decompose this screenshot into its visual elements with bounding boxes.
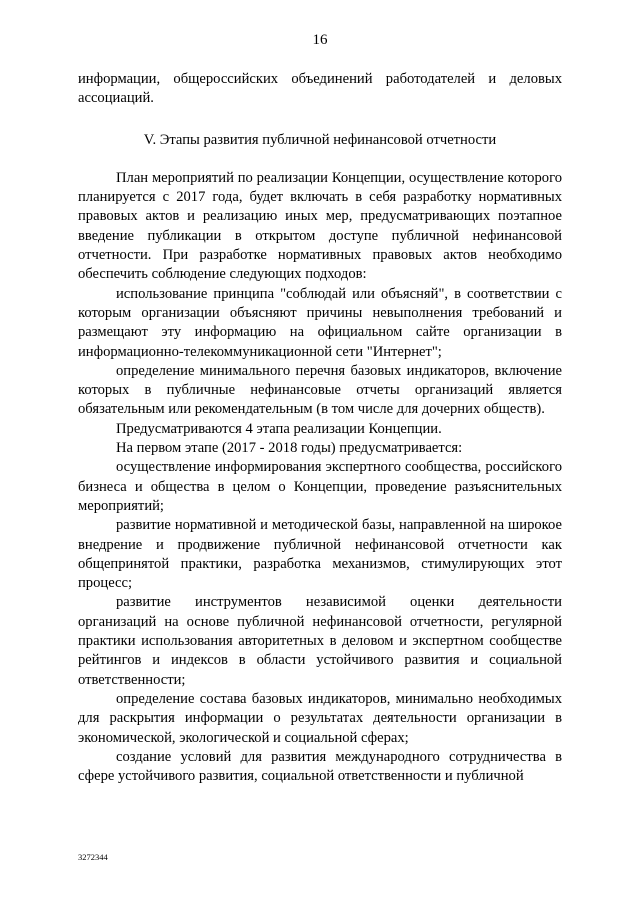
- paragraph: На первом этапе (2017 - 2018 годы) предусматривается:: [116, 440, 463, 457]
- paragraph: использование принципа "соблюдай или объясняй", в соответствии с которым организации объясняют причины невыполнения требований и размещают эту информацию на официальном сайте организации в информационно-телекоммуникационной сети "Интернет";: [78, 285, 562, 360]
- paragraph: осуществление информирования экспертного сообщества, российского бизнеса и общества в целом о Концепции, проведение разъяснительных мероприятий;: [78, 459, 562, 514]
- paragraph: развитие инструментов независимой оценки деятельности организаций на основе публичной нефинансовой отчетности, регулярной практики использования авторитетных в деловом и экспертном сообществе рейтингов и индексов в области устойчивого развития и социальной ответственности;: [78, 594, 562, 688]
- paragraph: План мероприятий по реализации Концепции, осуществление которого планируется с 2017 года, будет включать в себя разработку нормативных правовых актов и реализацию иных мер, предусматривающих поэтапное введение публикации в открытом доступе публичной нефинансовой отчетности. При разработке нормативных правовых актов необходимо обеспечить соблюдение следующих подходов:: [78, 169, 562, 283]
- continuation-paragraph: информации, общероссийских объединений работодателей и деловых ассоциаций.: [78, 71, 562, 107]
- paragraph: создание условий для развития международного сотрудничества в сфере устойчивого развития, социальной ответственности и публичной: [78, 748, 562, 785]
- document-id: 3272344: [78, 852, 108, 862]
- paragraph: развитие нормативной и методической базы, направленной на широкое внедрение и продвижение публичной нефинансовой отчетности как общепринятой практики, разработка механизмов, стимулирующих этот процесс;: [78, 517, 562, 592]
- document-body: [78, 70, 562, 786]
- paragraph: определение состава базовых индикаторов, минимально необходимых для раскрытия информации о результатах деятельности организации в экономической, экологической и социальной сферах;: [78, 690, 562, 746]
- paragraph: Предусматриваются 4 этапа реализации Концепции.: [116, 420, 442, 437]
- section-heading: V. Этапы развития публичной нефинансовой отчетности: [143, 131, 497, 148]
- paragraph: определение минимального перечня базовых индикаторов, включение которых в публичные нефинансовые отчеты организаций является обязательным или рекомендательным (в том числе для дочерних обществ).: [78, 362, 562, 418]
- page-number: 16: [312, 32, 328, 48]
